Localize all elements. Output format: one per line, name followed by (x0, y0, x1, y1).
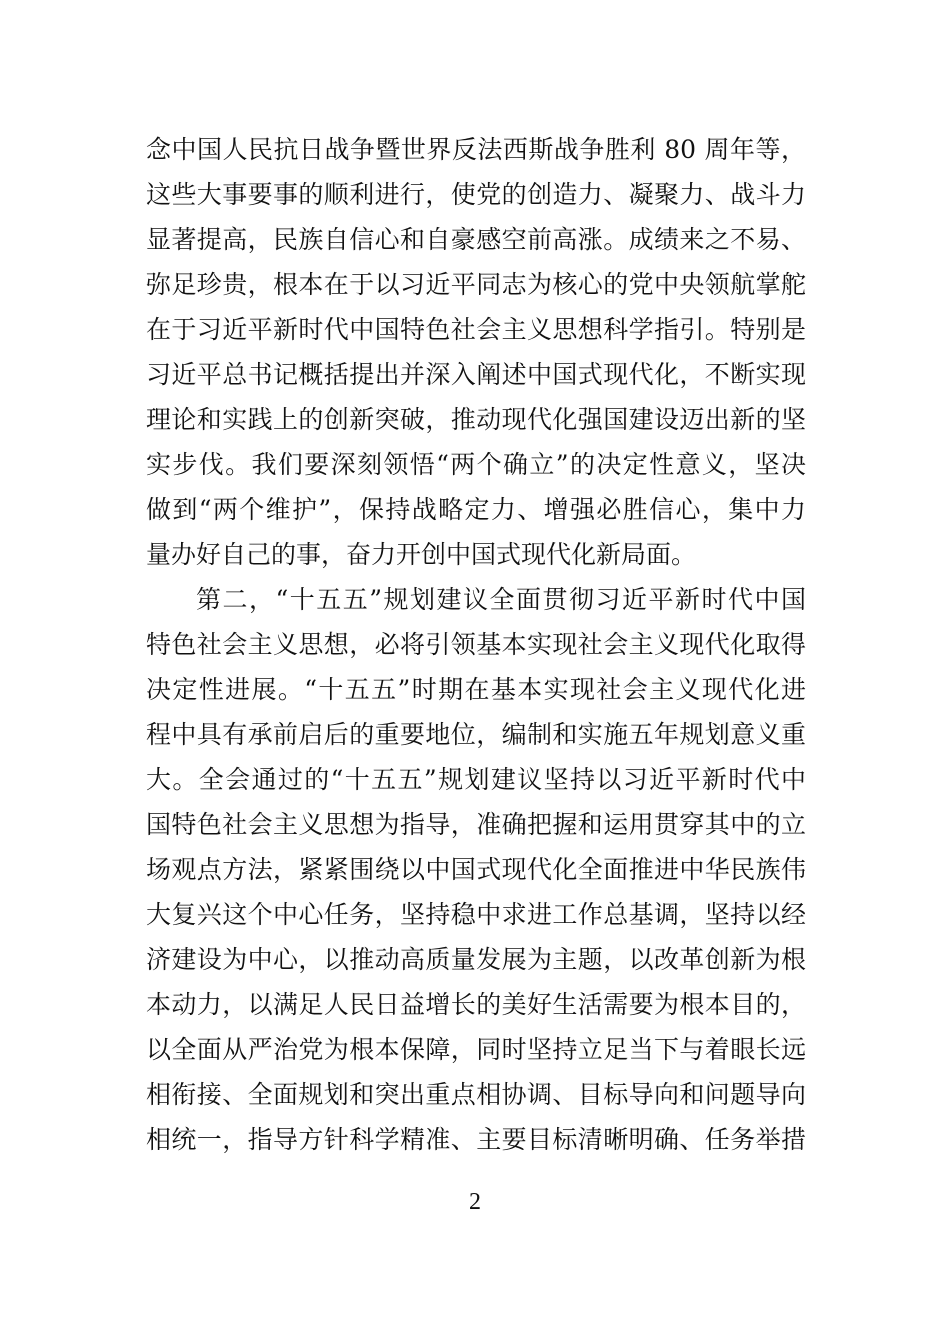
text-line: 特色社会主义思想，必将引领基本实现社会主义现代化取得 (146, 630, 806, 659)
text-line: 决定性进展。“十五五”时期在基本实现社会主义现代化进 (146, 675, 806, 704)
text-line: 本动力，以满足人民日益增长的美好生活需要为根本目的， (146, 990, 806, 1019)
text-line: 场观点方法，紧紧围绕以中国式现代化全面推进中华民族伟 (146, 855, 806, 884)
text-line: 以全面从严治党为根本保障，同时坚持立足当下与着眼长远 (146, 1035, 806, 1064)
text-line: 在于习近平新时代中国特色社会主义思想科学指引。特别是 (146, 315, 806, 344)
text-line: 济建设为中心，以推动高质量发展为主题，以改革创新为根 (146, 945, 806, 974)
text-line: 做到“两个维护”，保持战略定力、增强必胜信心，集中力 (146, 495, 806, 524)
text-line: 大。全会通过的“十五五”规划建议坚持以习近平新时代中 (146, 765, 806, 794)
text-line: 弥足珍贵，根本在于以习近平同志为核心的党中央领航掌舵 (146, 270, 806, 299)
text-line: 相衔接、全面规划和突出重点相协调、目标导向和问题导向 (146, 1080, 806, 1109)
text-line: 第二，“十五五”规划建议全面贯彻习近平新时代中国 (196, 585, 806, 614)
text-line: 理论和实践上的创新突破，推动现代化强国建设迈出新的坚 (146, 405, 806, 434)
text-line: 念中国人民抗日战争暨世界反法西斯战争胜利 80 周年等， (146, 135, 806, 164)
text-line: 大复兴这个中心任务，坚持稳中求进工作总基调，坚持以经 (146, 900, 806, 929)
text-line: 相统一，指导方针科学精准、主要目标清晰明确、任务举措 (146, 1125, 806, 1154)
text-line: 国特色社会主义思想为指导，准确把握和运用贯穿其中的立 (146, 810, 806, 839)
text-line: 量办好自己的事，奋力开创中国式现代化新局面。 (146, 540, 697, 569)
text-line: 显著提高，民族自信心和自豪感空前高涨。成绩来之不易、 (146, 225, 806, 254)
text-line: 习近平总书记概括提出并深入阐述中国式现代化，不断实现 (146, 360, 806, 389)
page-number: 2 (469, 1189, 481, 1215)
text-line: 这些大事要事的顺利进行，使党的创造力、凝聚力、战斗力 (146, 180, 806, 209)
text-line: 实步伐。我们要深刻领悟“两个确立”的决定性意义，坚决 (146, 450, 806, 479)
text-line: 程中具有承前启后的重要地位，编制和实施五年规划意义重 (146, 720, 806, 749)
